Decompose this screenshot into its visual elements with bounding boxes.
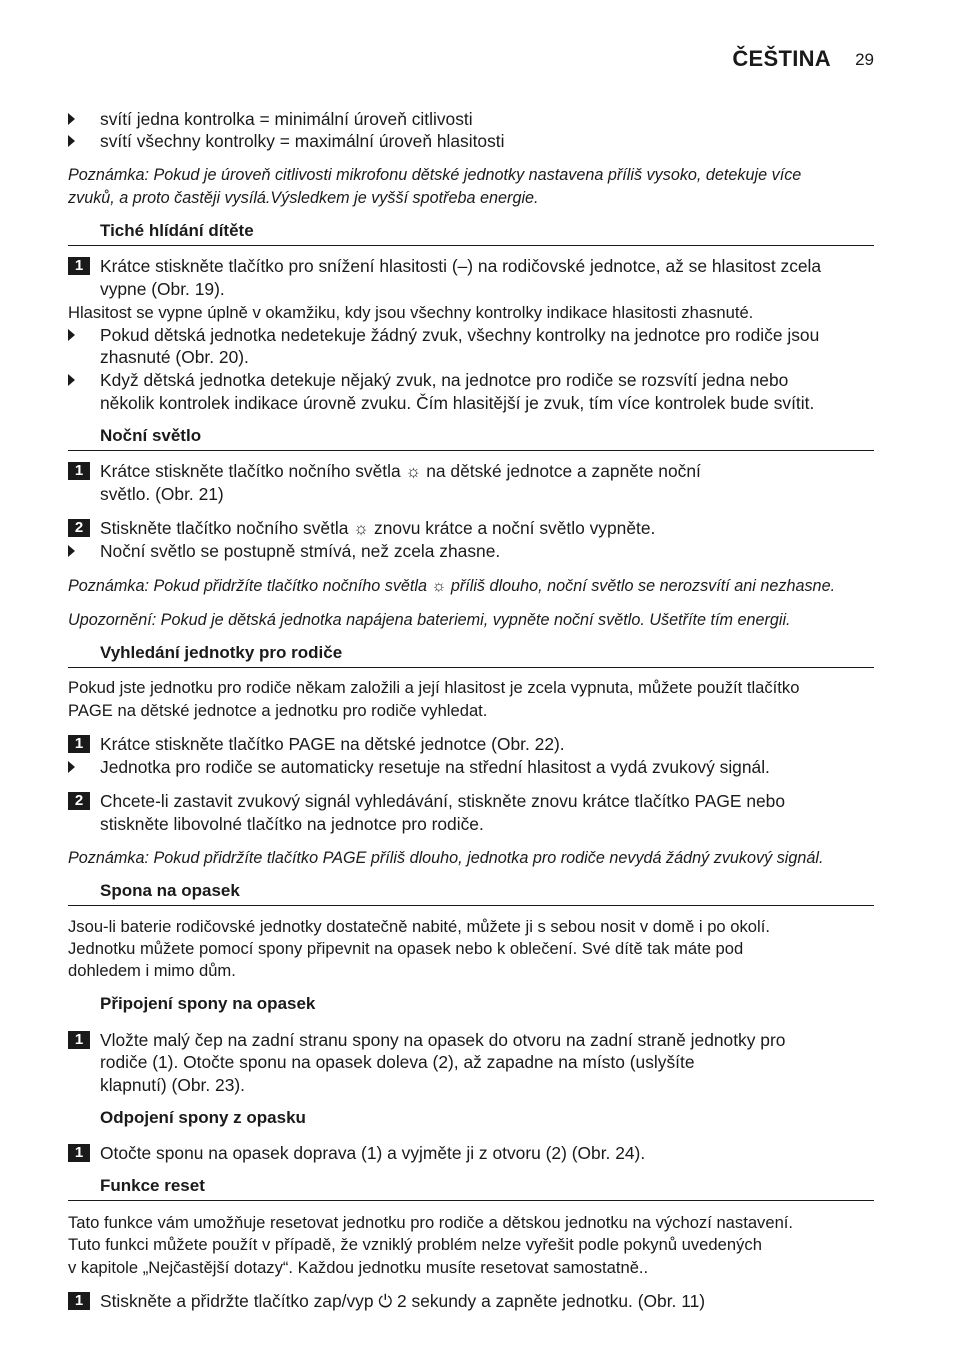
step-text: Krátce stiskněte tlačítko PAGE na dětské jednotce (Obr. 22). bbox=[100, 734, 565, 754]
page-number: 29 bbox=[855, 50, 874, 69]
bullet-text: Jednotka pro rodiče se automaticky resetuje na střední hlasitost a vydá zvukový signál. bbox=[100, 757, 770, 777]
bullet-marker bbox=[68, 545, 75, 557]
step-text: klapnutí) (Obr. 23). bbox=[100, 1075, 245, 1095]
warning-line: Upozornění: Pokud je dětská jednotka napájena bateriemi, vypněte noční světlo. Ušetříte tím energii. bbox=[68, 611, 791, 629]
bullet-text: Když dětská jednotka detekuje nějaký zvuk, na jednotce pro rodiče se rozsvítí jedna nebo bbox=[100, 370, 789, 390]
paragraph: Pokud jste jednotku pro rodiče někam založili a její hlasitost je zcela vypnuta, můžete použít tlačítko bbox=[68, 678, 800, 697]
step-number: 1 bbox=[68, 735, 90, 753]
section-title: Noční světlo bbox=[100, 426, 202, 445]
step-text: Vložte malý čep na zadní stranu spony na opasek do otvoru na zadní straně jednotky pro bbox=[100, 1030, 786, 1050]
paragraph: dohledem i mimo dům. bbox=[68, 961, 236, 980]
step-number: 1 bbox=[68, 462, 90, 480]
bullet-marker bbox=[68, 135, 75, 147]
step-number: 1 bbox=[68, 1292, 90, 1310]
subsection-title: Odpojení spony z opasku bbox=[100, 1108, 306, 1127]
section-rule bbox=[68, 245, 874, 246]
paragraph: Tuto funkci můžete použít v případě, že vzniklý problém nelze vyřešit podle pokynů uvedených bbox=[68, 1235, 762, 1254]
paragraph: v kapitole „Nejčastější dotazy“. Každou jednotku musíte resetovat samostatně.. bbox=[68, 1258, 649, 1277]
bullet-marker bbox=[68, 761, 75, 773]
step-text: Otočte sponu na opasek doprava (1) a vyjměte ji z otvoru (2) (Obr. 24). bbox=[100, 1143, 646, 1163]
note-line: zvuků, a proto častěji vysílá.Výsledkem je vyšší spotřeba energie. bbox=[68, 189, 539, 207]
section-rule bbox=[68, 1200, 874, 1201]
section-title: Spona na opasek bbox=[100, 881, 240, 900]
bullet-marker bbox=[68, 374, 75, 386]
step-text: Krátce stiskněte tlačítko nočního světla ☼ na dětské jednotce a zapněte noční bbox=[100, 461, 701, 481]
paragraph: Tato funkce vám umožňuje resetovat jednotku pro rodiče a dětskou jednotku na výchozí nastavení. bbox=[68, 1213, 794, 1232]
section-title: Funkce reset bbox=[100, 1176, 205, 1195]
step-number: 2 bbox=[68, 519, 90, 537]
language-heading: ČEŠTINA bbox=[732, 46, 831, 71]
step-number: 2 bbox=[68, 792, 90, 810]
bullet-text: několik kontrolek indikace úrovně zvuku. Čím hlasitější je zvuk, tím více kontrolek bude svítit. bbox=[100, 393, 815, 413]
step-text: světlo. (Obr. 21) bbox=[100, 484, 224, 504]
bullet-text: svítí všechny kontrolky = maximální úroveň hlasitosti bbox=[100, 131, 505, 151]
paragraph: PAGE na dětské jednotce a jednotku pro rodiče vyhledat. bbox=[68, 701, 488, 720]
note-line: Poznámka: Pokud přidržíte tlačítko PAGE příliš dlouho, jednotka pro rodiče nevydá žádný zvukový signál. bbox=[68, 849, 824, 867]
bullet-text: Noční světlo se postupně stmívá, než zcela zhasne. bbox=[100, 541, 501, 561]
bullet-marker bbox=[68, 329, 75, 341]
section-title: Vyhledání jednotky pro rodiče bbox=[100, 643, 343, 662]
step-number: 1 bbox=[68, 1031, 90, 1049]
note-line: Poznámka: Pokud je úroveň citlivosti mikrofonu dětské jednotky nastavena příliš vysoko, detekuje více bbox=[68, 166, 802, 184]
section-title: Tiché hlídání dítěte bbox=[100, 221, 254, 240]
section-rule bbox=[68, 667, 874, 668]
step-text: stiskněte libovolné tlačítko na jednotce pro rodiče. bbox=[100, 814, 484, 834]
step-text: vypne (Obr. 19). bbox=[100, 279, 225, 299]
bullet-text: zhasnuté (Obr. 20). bbox=[100, 347, 249, 367]
step-text: Chcete-li zastavit zvukový signál vyhledávání, stiskněte znovu krátce tlačítko PAGE nebo bbox=[100, 791, 786, 811]
note-line: Poznámka: Pokud přidržíte tlačítko nočního světla ☼ příliš dlouho, noční světlo se nerozsvítí ani nezhasne. bbox=[68, 577, 836, 595]
step-text: Stiskněte tlačítko nočního světla ☼ znovu krátce a noční světlo vypněte. bbox=[100, 518, 656, 538]
paragraph: Jednotku můžete pomocí spony připevnit na opasek nebo k oblečení. Své dítě tak máte pod bbox=[68, 939, 744, 958]
bullet-marker bbox=[68, 113, 75, 125]
step-text: Stiskněte a přidržte tlačítko zap/vyp ⏻ 2 sekundy a zapněte jednotku. (Obr. 11) bbox=[100, 1291, 706, 1311]
step-text: rodiče (1). Otočte sponu na opasek doleva (2), až zapadne na místo (uslyšíte bbox=[100, 1052, 695, 1072]
step-number: 1 bbox=[68, 1144, 90, 1162]
bullet-text: svítí jedna kontrolka = minimální úroveň citlivosti bbox=[100, 109, 473, 129]
paragraph: Hlasitost se vypne úplně v okamžiku, kdy jsou všechny kontrolky indikace hlasitosti zhasnuté. bbox=[68, 303, 754, 322]
step-number: 1 bbox=[68, 257, 90, 275]
section-rule bbox=[68, 450, 874, 451]
subsection-title: Připojení spony na opasek bbox=[100, 994, 316, 1013]
bullet-text: Pokud dětská jednotka nedetekuje žádný zvuk, všechny kontrolky na jednotce pro rodiče jsou bbox=[100, 325, 820, 345]
step-text: Krátce stiskněte tlačítko pro snížení hlasitosti (–) na rodičovské jednotce, až se hlasitost zcela bbox=[100, 256, 822, 276]
paragraph: Jsou-li baterie rodičovské jednotky dostatečně nabité, můžete ji s sebou nosit v domě i po okolí. bbox=[68, 917, 770, 936]
section-rule bbox=[68, 905, 874, 906]
